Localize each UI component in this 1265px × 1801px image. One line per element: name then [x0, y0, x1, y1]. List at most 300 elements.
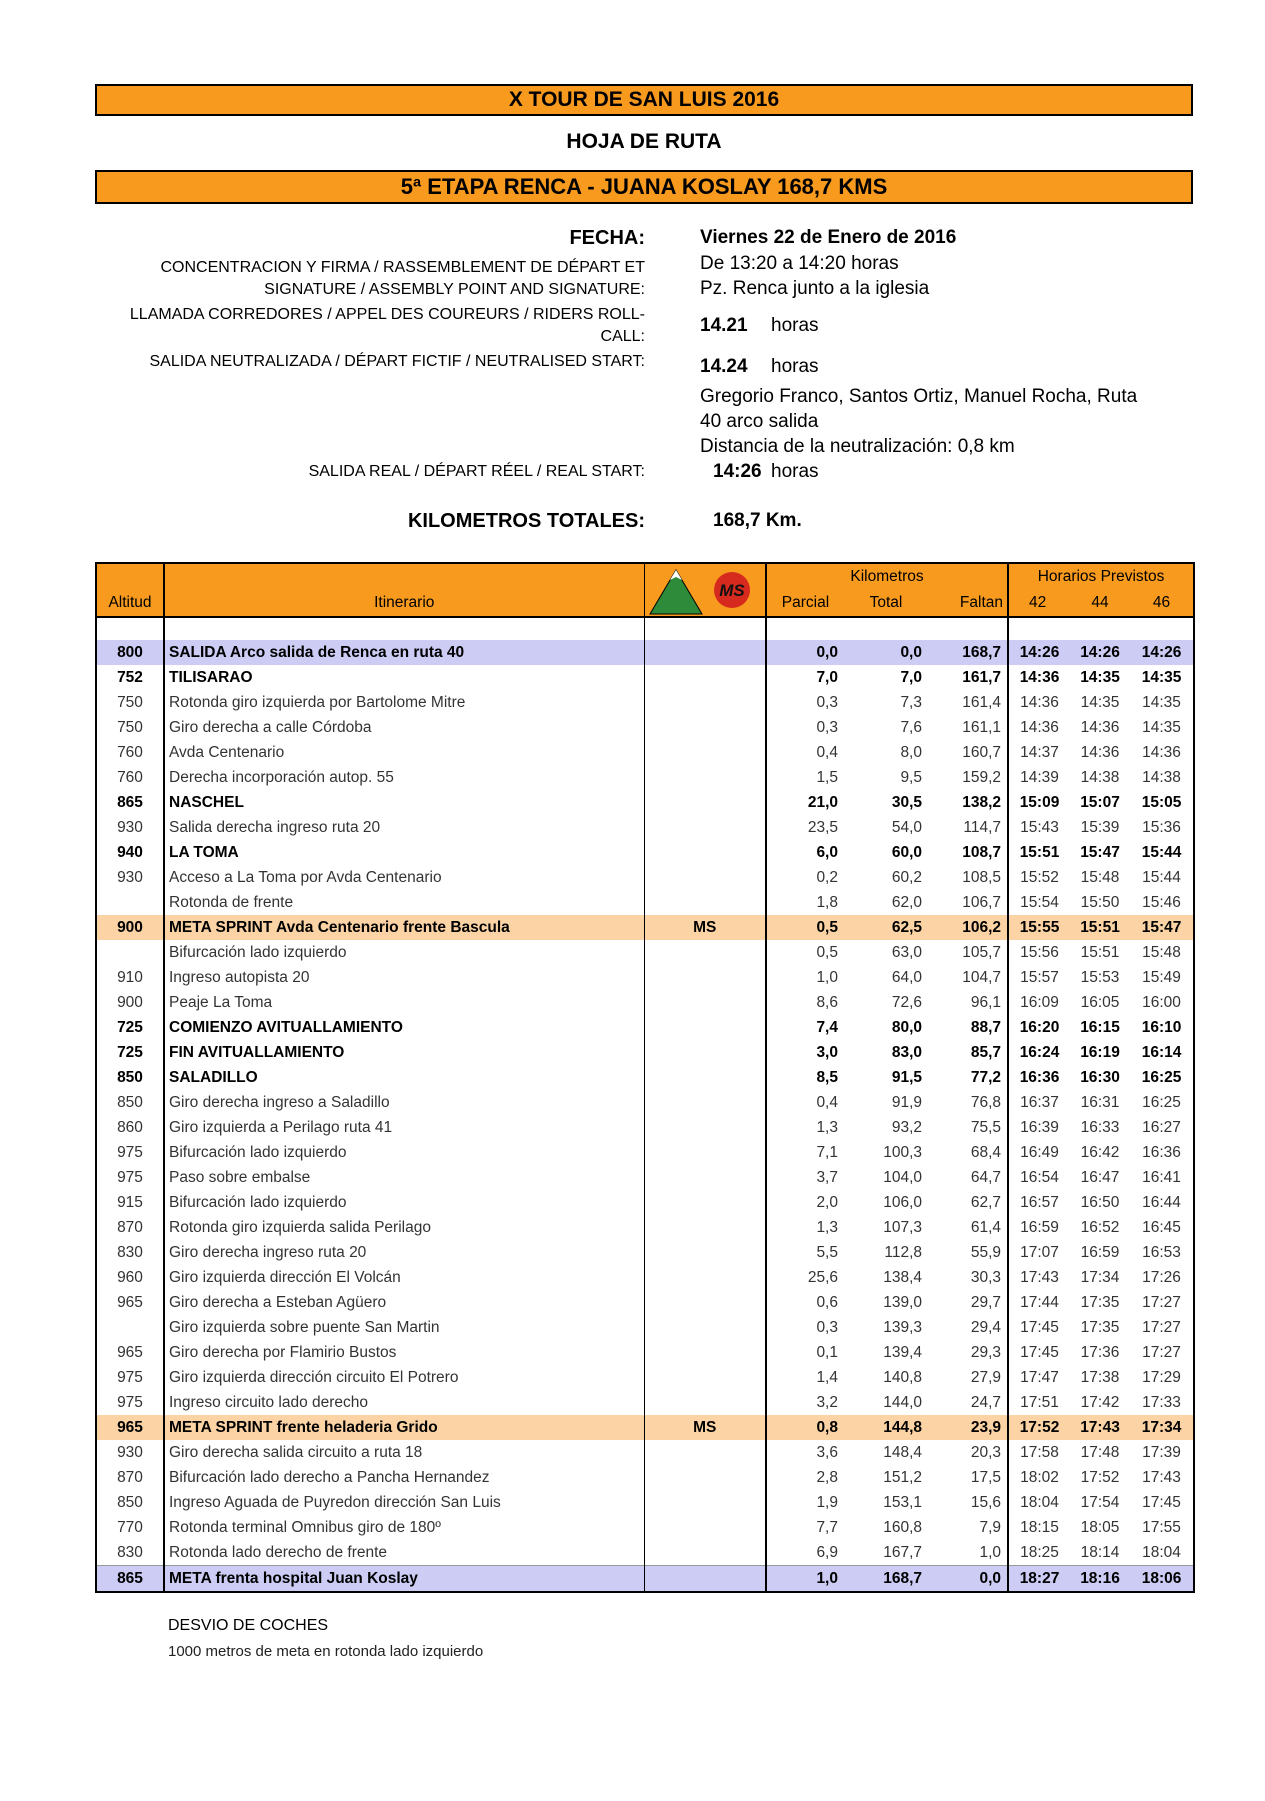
time-42-cell: 14:37: [1020, 743, 1059, 761]
parcial-cell: 25,6: [807, 1268, 838, 1286]
time-46-cell: 16:25: [1142, 1093, 1181, 1111]
itinerary-cell: Ingreso autopista 20: [164, 965, 644, 990]
time-44-cell: 15:47: [1080, 843, 1120, 861]
parcial-cell: 0,3: [816, 1318, 838, 1336]
parcial-header: Parcial: [766, 590, 844, 617]
ms-cell: [644, 840, 766, 865]
time-44-cell: 15:07: [1080, 793, 1120, 811]
ms-cell: [644, 865, 766, 890]
time-42-cell: 16:36: [1019, 1068, 1060, 1086]
ms-cell: [644, 1515, 766, 1540]
faltan-header: Faltan: [928, 590, 1008, 617]
itinerary-cell: SALIDA Arco salida de Renca en ruta 40: [164, 640, 644, 665]
time-44-cell: 16:19: [1080, 1043, 1120, 1061]
ms-cell: [644, 1566, 766, 1593]
itinerary-cell: Bifurcación lado izquierdo: [164, 940, 644, 965]
altitude-cell: [96, 1315, 164, 1340]
profile-icons: [644, 563, 766, 617]
parcial-cell: 7,7: [816, 1518, 838, 1536]
table-row: [96, 1415, 1194, 1440]
time-42-cell: 17:47: [1020, 1368, 1059, 1386]
faltan-cell: 168,7: [928, 640, 1008, 665]
time-46-cell: 14:36: [1142, 743, 1181, 761]
time-46-cell: 16:00: [1142, 993, 1181, 1011]
time-42-cell: 17:52: [1008, 1415, 1070, 1440]
time-44-cell: 16:50: [1080, 1193, 1120, 1211]
ms-cell: [644, 1140, 766, 1165]
itinerary-cell: META frenta hospital Juan Koslay: [164, 1566, 644, 1593]
altitude-cell: 910: [96, 965, 164, 990]
table-row: [96, 1265, 1194, 1290]
altitude-cell: 930: [96, 815, 164, 840]
faltan-cell: 75,5: [928, 1115, 1008, 1140]
ms-cell: MS: [644, 1415, 766, 1440]
time-46-cell: 15:47: [1130, 915, 1194, 940]
altitude-cell: 725: [96, 1040, 164, 1065]
ms-cell: [644, 1340, 766, 1365]
ms-cell: [644, 1540, 766, 1566]
itinerary-cell: Giro derecha ingreso ruta 20: [164, 1240, 644, 1265]
llamada-time: 14.21: [700, 315, 748, 336]
itinerary-cell: COMIENZO AVITUALLAMIENTO: [164, 1015, 644, 1040]
llamada-label-2: CALL:: [600, 328, 645, 345]
total-cell: 104,0: [883, 1168, 922, 1186]
concentracion-label-1: CONCENTRACION Y FIRMA / RASSEMBLEMENT DE DÉPART ET: [160, 259, 645, 276]
altitude-cell: 975: [96, 1365, 164, 1390]
total-cell: 54,0: [891, 818, 922, 836]
itinerary-cell: Salida derecha ingreso ruta 20: [164, 815, 644, 840]
neutralizada-route-2: 40 arco salida: [700, 411, 819, 432]
table-row: [96, 740, 1194, 765]
itinerary-cell: NASCHEL: [164, 790, 644, 815]
llamada-label-1: LLAMADA CORREDORES / APPEL DES COUREURS / RIDERS ROLL-: [129, 306, 645, 323]
time-44-cell: 15:51: [1080, 943, 1120, 961]
parcial-cell: 6,9: [816, 1543, 838, 1561]
neutralizada-route-1: Gregorio Franco, Santos Ortiz, Manuel Rocha, Ruta: [700, 386, 1138, 407]
parcial-cell: 1,4: [816, 1368, 838, 1386]
ms-cell: [644, 1290, 766, 1315]
table-row: [96, 1290, 1194, 1315]
total-cell: 91,9: [891, 1093, 922, 1111]
altitude-cell: 965: [96, 1340, 164, 1365]
altitud-header: Altitud: [96, 590, 164, 617]
ms-cell: [644, 1240, 766, 1265]
ms-cell: [644, 765, 766, 790]
time-42-cell: 17:45: [1020, 1318, 1059, 1336]
time-46-cell: 17:43: [1142, 1468, 1181, 1486]
time-46-cell: 15:05: [1141, 793, 1182, 811]
time-44-cell: 18:16: [1070, 1566, 1130, 1593]
tour-title-banner: [95, 84, 1193, 116]
time-46-cell: 16:25: [1141, 1068, 1182, 1086]
total-cell: 0,0: [844, 640, 928, 665]
parcial-cell: 1,9: [816, 1493, 838, 1511]
parcial-cell: 0,4: [816, 743, 838, 761]
ms-cell: [644, 790, 766, 815]
total-cell: 106,0: [883, 1193, 922, 1211]
altitude-cell: 870: [96, 1215, 164, 1240]
parcial-cell: 3,7: [816, 1168, 838, 1186]
table-row: [96, 1465, 1194, 1490]
total-cell: 7,6: [900, 718, 922, 736]
time-42-cell: 17:58: [1020, 1443, 1059, 1461]
time-44-cell: 14:35: [1080, 668, 1120, 686]
faltan-cell: 68,4: [928, 1140, 1008, 1165]
total-cell: 153,1: [883, 1493, 922, 1511]
total-cell: 7,0: [900, 668, 922, 686]
horarios-header: Horarios Previstos: [1008, 563, 1194, 590]
time-46-cell: 14:26: [1130, 640, 1194, 665]
time-42-cell: 18:02: [1020, 1468, 1059, 1486]
faltan-cell: 61,4: [928, 1215, 1008, 1240]
altitude-cell: 960: [96, 1265, 164, 1290]
time-42-cell: 15:55: [1008, 915, 1070, 940]
time-44-cell: 17:48: [1080, 1443, 1120, 1461]
faltan-cell: 29,4: [928, 1315, 1008, 1340]
total-km-value: 168,7 Km.: [713, 510, 802, 531]
itinerary-cell: Paso sobre embalse: [164, 1165, 644, 1190]
time-44-cell: 15:53: [1080, 968, 1120, 986]
itinerary-cell: FIN AVITUALLAMIENTO: [164, 1040, 644, 1065]
altitude-cell: 830: [96, 1240, 164, 1265]
total-cell: 7,3: [900, 693, 922, 711]
time-44-cell: 16:15: [1080, 1018, 1120, 1036]
ms-cell: [644, 1315, 766, 1340]
table-row: [96, 790, 1194, 815]
time-42-cell: 16:39: [1020, 1118, 1059, 1136]
time-46-cell: 17:45: [1142, 1493, 1181, 1511]
fecha-value: Viernes 22 de Enero de 2016: [700, 227, 957, 248]
parcial-cell: 8,5: [816, 1068, 838, 1086]
altitude-cell: 770: [96, 1515, 164, 1540]
faltan-cell: 88,7: [928, 1015, 1008, 1040]
itinerario-header: Itinerario: [164, 590, 644, 617]
faltan-cell: 106,7: [928, 890, 1008, 915]
parcial-cell: 0,5: [816, 943, 838, 961]
ms-cell: [644, 815, 766, 840]
table-row: [96, 1115, 1194, 1140]
time-46-cell: 15:49: [1142, 968, 1181, 986]
time-46-cell: 15:44: [1141, 843, 1182, 861]
time-44-cell: 17:52: [1080, 1468, 1120, 1486]
time-42-cell: 17:07: [1020, 1243, 1059, 1261]
altitude-cell: 850: [96, 1065, 164, 1090]
ms-cell: [644, 740, 766, 765]
faltan-cell: 62,7: [928, 1190, 1008, 1215]
time-46-cell: 17:27: [1142, 1293, 1181, 1311]
altitude-cell: 870: [96, 1465, 164, 1490]
legend-text: 1000 metros de meta en rotonda lado izquierdo: [168, 1643, 484, 1660]
itinerary-cell: Bifurcación lado izquierdo: [164, 1190, 644, 1215]
time-42-cell: 16:24: [1019, 1043, 1060, 1061]
itinerary-cell: Giro derecha a Esteban Agüero: [164, 1290, 644, 1315]
table-row: [96, 1515, 1194, 1540]
time-46-cell: 16:41: [1142, 1168, 1181, 1186]
parcial-cell: 8,6: [816, 993, 838, 1011]
altitude-cell: 915: [96, 1190, 164, 1215]
table-row: [96, 940, 1194, 965]
time-46-cell: 14:38: [1142, 768, 1181, 786]
time-44-cell: 17:35: [1080, 1318, 1120, 1336]
altitude-cell: 750: [96, 715, 164, 740]
faltan-cell: 23,9: [928, 1415, 1008, 1440]
concentracion-value-1: De 13:20 a 14:20 horas: [700, 253, 899, 274]
time-42-cell: 15:54: [1020, 893, 1059, 911]
ms-cell: [644, 1015, 766, 1040]
faltan-cell: 55,9: [928, 1240, 1008, 1265]
time-46-cell: 15:46: [1142, 893, 1181, 911]
itinerary-cell: Bifurcación lado derecho a Pancha Hernandez: [164, 1465, 644, 1490]
parcial-cell: 1,5: [816, 768, 838, 786]
time-44-cell: 17:35: [1080, 1293, 1120, 1311]
time-42-cell: 17:45: [1020, 1343, 1059, 1361]
faltan-cell: 85,7: [928, 1040, 1008, 1065]
itinerary-cell: Rotonda terminal Omnibus giro de 180º: [164, 1515, 644, 1540]
time-42-cell: 15:52: [1020, 868, 1059, 886]
time-46-cell: 16:53: [1142, 1243, 1181, 1261]
time-46-cell: 14:35: [1141, 668, 1182, 686]
itinerary-cell: Peaje La Toma: [164, 990, 644, 1015]
ms-cell: [644, 690, 766, 715]
faltan-cell: 114,7: [928, 815, 1008, 840]
altitude-cell: 865: [96, 1566, 164, 1593]
ms-cell: [644, 1365, 766, 1390]
time-42-cell: 17:44: [1020, 1293, 1059, 1311]
table-row: [96, 865, 1194, 890]
faltan-cell: 29,7: [928, 1290, 1008, 1315]
total-cell: 63,0: [891, 943, 922, 961]
concentracion-label-2: SIGNATURE / ASSEMBLY POINT AND SIGNATURE:: [264, 281, 645, 298]
total-km-label: KILOMETROS TOTALES:: [407, 510, 645, 532]
faltan-cell: 138,2: [928, 790, 1008, 815]
faltan-cell: 161,4: [928, 690, 1008, 715]
time-44-cell: 14:35: [1080, 693, 1120, 711]
itinerary-cell: SALADILLO: [164, 1065, 644, 1090]
altitude-cell: 965: [96, 1415, 164, 1440]
time-46-cell: 17:55: [1142, 1518, 1181, 1536]
svg-text:MS: MS: [719, 581, 745, 600]
parcial-cell: 5,5: [816, 1243, 838, 1261]
time-44-cell: 16:30: [1080, 1068, 1120, 1086]
time-42-cell: 14:36: [1020, 693, 1059, 711]
parcial-cell: 1,0: [816, 968, 838, 986]
time-42-cell: 18:04: [1020, 1493, 1059, 1511]
altitude-cell: [96, 940, 164, 965]
time-42-cell: 16:09: [1020, 993, 1059, 1011]
parcial-cell: 23,5: [807, 818, 838, 836]
time-46-cell: 17:27: [1142, 1318, 1181, 1336]
time-42-cell: 16:54: [1020, 1168, 1059, 1186]
ms-cell: [644, 1040, 766, 1065]
total-cell: 144,0: [883, 1393, 922, 1411]
faltan-cell: 15,6: [928, 1490, 1008, 1515]
time-42-cell: 16:20: [1019, 1018, 1060, 1036]
parcial-cell: 0,3: [816, 718, 838, 736]
mountain-icon: [650, 570, 702, 614]
faltan-cell: 29,3: [928, 1340, 1008, 1365]
speed-44-header: 44: [1070, 590, 1130, 617]
table-row: [96, 1440, 1194, 1465]
table-row: [96, 1040, 1194, 1065]
real-start-time: 14:26: [713, 461, 762, 482]
altitude-cell: 930: [96, 1440, 164, 1465]
total-cell: 144,8: [844, 1415, 928, 1440]
total-cell: 139,3: [883, 1318, 922, 1336]
neutralizada-label: SALIDA NEUTRALIZADA / DÉPART FICTIF / NEUTRALISED START:: [149, 353, 645, 370]
total-cell: 60,2: [891, 868, 922, 886]
total-cell: 72,6: [891, 993, 922, 1011]
time-44-cell: 15:48: [1080, 868, 1120, 886]
ms-cell: [644, 1065, 766, 1090]
faltan-cell: 7,9: [928, 1515, 1008, 1540]
itinerary-cell: Giro izquierda dirección El Volcán: [164, 1265, 644, 1290]
speed-46-header: 46: [1130, 590, 1194, 617]
table-row: [96, 1140, 1194, 1165]
parcial-cell: 0,6: [816, 1293, 838, 1311]
altitude-cell: 975: [96, 1165, 164, 1190]
altitude-cell: 830: [96, 1540, 164, 1566]
time-42-cell: 18:27: [1008, 1566, 1070, 1593]
parcial-cell: 2,0: [816, 1193, 838, 1211]
altitude-cell: [96, 890, 164, 915]
time-46-cell: 17:34: [1130, 1415, 1194, 1440]
speed-42-header: 42: [1008, 590, 1070, 617]
altitude-cell: 900: [96, 990, 164, 1015]
ms-cell: [644, 1265, 766, 1290]
itinerary-cell: Giro derecha por Flamirio Bustos: [164, 1340, 644, 1365]
time-42-cell: 14:39: [1020, 768, 1059, 786]
itinerary-cell: Giro izquierda dirección circuito El Potrero: [164, 1365, 644, 1390]
time-46-cell: 17:26: [1142, 1268, 1181, 1286]
parcial-cell: 3,6: [816, 1443, 838, 1461]
total-cell: 64,0: [891, 968, 922, 986]
table-row: [96, 965, 1194, 990]
route-table: [95, 562, 1195, 1593]
faltan-cell: 77,2: [928, 1065, 1008, 1090]
parcial-cell: 0,3: [816, 693, 838, 711]
time-46-cell: 16:44: [1142, 1193, 1181, 1211]
total-cell: 138,4: [883, 1268, 922, 1286]
time-42-cell: 16:37: [1020, 1093, 1059, 1111]
time-42-cell: 18:25: [1020, 1543, 1059, 1561]
itinerary-cell: Rotonda giro izquierda salida Perilago: [164, 1215, 644, 1240]
faltan-cell: 24,7: [928, 1390, 1008, 1415]
parcial-cell: 7,0: [816, 668, 838, 686]
itinerary-cell: Giro derecha ingreso a Saladillo: [164, 1090, 644, 1115]
faltan-cell: 1,0: [928, 1540, 1008, 1566]
time-42-cell: 15:09: [1019, 793, 1060, 811]
time-44-cell: 17:42: [1080, 1393, 1120, 1411]
time-46-cell: 15:36: [1142, 818, 1181, 836]
total-cell: 62,5: [844, 915, 928, 940]
time-44-cell: 14:36: [1080, 743, 1120, 761]
table-row: [96, 1015, 1194, 1040]
parcial-cell: 0,1: [816, 1343, 838, 1361]
parcial-cell: 1,0: [766, 1566, 844, 1593]
itinerary-cell: Avda Centenario: [164, 740, 644, 765]
altitude-cell: 750: [96, 690, 164, 715]
total-cell: 80,0: [891, 1018, 922, 1036]
time-46-cell: 17:33: [1142, 1393, 1181, 1411]
ms-cell: [644, 990, 766, 1015]
route-table-body: [96, 617, 1194, 1592]
parcial-cell: 6,0: [816, 843, 838, 861]
ms-cell: [644, 1090, 766, 1115]
table-row: [96, 1566, 1194, 1593]
time-42-cell: 17:51: [1020, 1393, 1059, 1411]
concentracion-value-2: Pz. Renca junto a la iglesia: [700, 278, 930, 299]
stage-banner: [95, 170, 1193, 204]
time-44-cell: 18:05: [1080, 1518, 1120, 1536]
parcial-cell: 21,0: [807, 793, 838, 811]
altitude-cell: 940: [96, 840, 164, 865]
time-42-cell: 16:59: [1020, 1218, 1059, 1236]
total-cell: 8,0: [900, 743, 922, 761]
faltan-cell: 64,7: [928, 1165, 1008, 1190]
faltan-cell: 160,7: [928, 740, 1008, 765]
total-cell: 140,8: [883, 1368, 922, 1386]
time-44-cell: 17:38: [1080, 1368, 1120, 1386]
total-cell: 60,0: [891, 843, 922, 861]
ms-cell: [644, 940, 766, 965]
parcial-cell: 0,8: [766, 1415, 844, 1440]
time-46-cell: 14:35: [1142, 718, 1181, 736]
table-row: [96, 890, 1194, 915]
table-row: [96, 1065, 1194, 1090]
parcial-cell: 0,4: [816, 1093, 838, 1111]
altitude-cell: 930: [96, 865, 164, 890]
time-46-cell: 17:39: [1142, 1443, 1181, 1461]
table-row: [96, 665, 1194, 690]
table-row: [96, 1540, 1194, 1566]
ms-cell: [644, 1165, 766, 1190]
itinerary-cell: TILISARAO: [164, 665, 644, 690]
ms-cell: [644, 665, 766, 690]
ms-cell: [644, 1490, 766, 1515]
ms-cell: [644, 1465, 766, 1490]
total-cell: 139,4: [883, 1343, 922, 1361]
ms-cell: [644, 640, 766, 665]
itinerary-cell: Rotonda giro izquierda por Bartolome Mitre: [164, 690, 644, 715]
altitude-cell: 760: [96, 740, 164, 765]
itinerary-cell: META SPRINT frente heladeria Grido: [164, 1415, 644, 1440]
itinerary-cell: Giro izquierda sobre puente San Martin: [164, 1315, 644, 1340]
time-46-cell: 14:35: [1142, 693, 1181, 711]
itinerary-cell: META SPRINT Avda Centenario frente Bascula: [164, 915, 644, 940]
time-44-cell: 17:43: [1070, 1415, 1130, 1440]
time-46-cell: 18:06: [1130, 1566, 1194, 1593]
faltan-cell: 104,7: [928, 965, 1008, 990]
time-44-cell: 16:59: [1080, 1243, 1120, 1261]
parcial-cell: 2,8: [816, 1468, 838, 1486]
time-46-cell: 16:14: [1141, 1043, 1182, 1061]
total-cell: 148,4: [883, 1443, 922, 1461]
ms-cell: [644, 1390, 766, 1415]
time-42-cell: 18:15: [1020, 1518, 1059, 1536]
itinerary-cell: LA TOMA: [164, 840, 644, 865]
altitude-cell: 752: [96, 665, 164, 690]
ms-cell: [644, 1190, 766, 1215]
time-42-cell: 17:43: [1020, 1268, 1059, 1286]
time-46-cell: 16:36: [1142, 1143, 1181, 1161]
time-46-cell: 16:27: [1142, 1118, 1181, 1136]
total-cell: 112,8: [884, 1243, 922, 1261]
itinerary-cell: Giro derecha a calle Córdoba: [164, 715, 644, 740]
llamada-unit: horas: [771, 315, 819, 336]
total-cell: 167,7: [883, 1543, 922, 1561]
table-row: [96, 815, 1194, 840]
itinerary-cell: Rotonda de frente: [164, 890, 644, 915]
